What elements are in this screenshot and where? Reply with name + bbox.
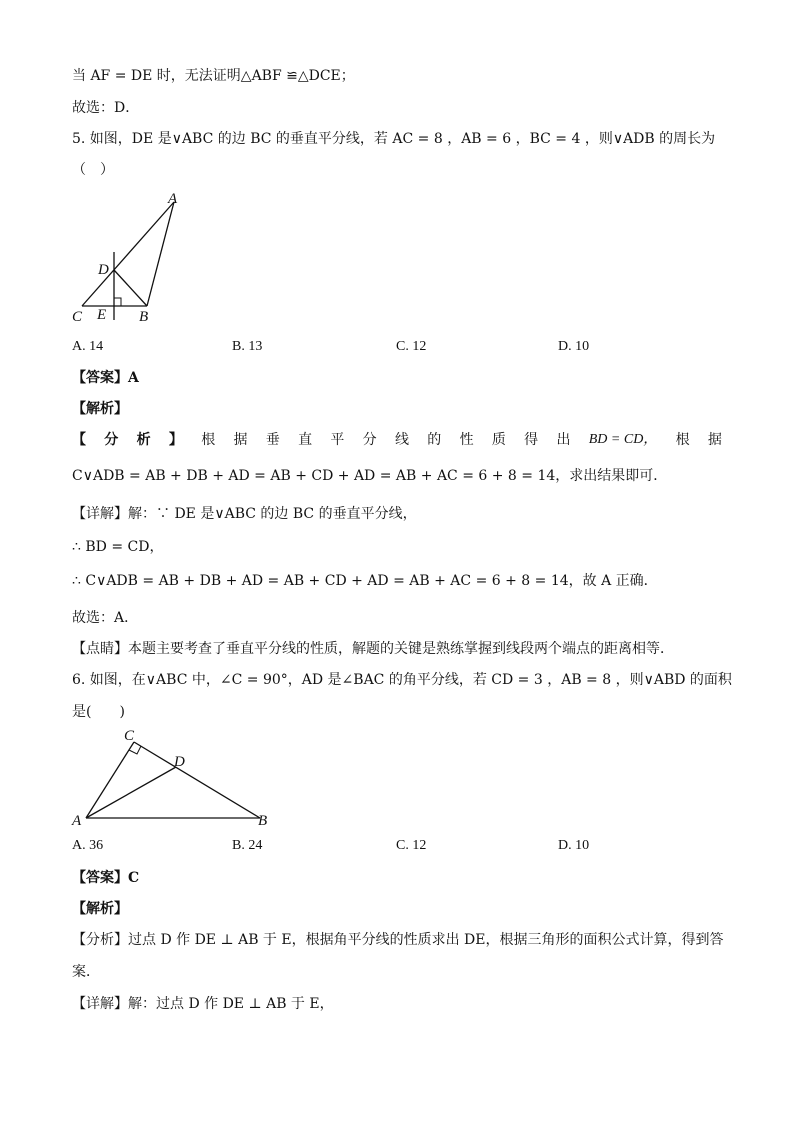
- label-d: D: [174, 754, 185, 770]
- q5-detail-1: 【详解】解：∵ DE 是∨ABC 的边 BC 的垂直平分线，: [72, 506, 417, 522]
- q5-answer: 【答案】A: [72, 370, 139, 386]
- f5-15: 出: [556, 432, 571, 448]
- line-choose-d: 故选：D．: [72, 100, 140, 116]
- f5-7: 直: [298, 432, 313, 448]
- question-5-paren: （ ）: [72, 162, 114, 178]
- segment-ac: [86, 742, 134, 818]
- f5-17: 根: [675, 432, 690, 448]
- q6-option-c: C. 12: [396, 838, 427, 853]
- q6-answer: 【答案】C: [72, 870, 140, 886]
- f5-14: 得: [524, 432, 539, 448]
- f5-9: 分: [362, 432, 377, 448]
- q5-option-d: D. 10: [558, 339, 590, 354]
- segment-ad: [86, 767, 176, 818]
- q5-option-a: A. 14: [72, 339, 104, 354]
- f5-0: 【: [72, 432, 86, 448]
- f5-10: 线: [394, 432, 409, 448]
- question-5: 5. 如图，DE 是∨ABC 的边 BC 的垂直平分线，若 AC = 8 ，AB = 6 ，BC = 4 ，则∨ADB 的周长为: [72, 131, 716, 147]
- q5-option-b: B. 13: [232, 339, 263, 354]
- q6-option-d: D. 10: [558, 838, 590, 853]
- f5-18: 据: [707, 432, 722, 448]
- f5-3: 】: [168, 432, 183, 448]
- q5-analysis-formula: C∨ADB = AB + DB + AD = AB + CD + AD = AB + AC = 6 + 8 = 14，求出结果即可．: [72, 468, 668, 484]
- label-d: D: [98, 262, 109, 278]
- q6-detail-1: 【详解】解：过点 D 作 DE ⊥ AB 于 E，: [72, 996, 334, 1012]
- label-c: C: [124, 728, 135, 744]
- label-a: A: [72, 813, 82, 829]
- q5-detail-2: ∴ BD = CD，: [72, 539, 164, 555]
- q5-analysis-justified: [72, 430, 722, 450]
- f5-6: 垂: [265, 432, 280, 448]
- q5-comment: 【点睛】本题主要考查了垂直平分线的性质，解题的关键是熟练掌握到线段两个端点的距离相等．: [72, 641, 674, 657]
- figure-6-triangle: [64, 722, 284, 832]
- q5-analysis-heading: 【解析】: [72, 401, 128, 417]
- figure-5-triangle: [64, 188, 264, 328]
- f5-13: 质: [491, 432, 506, 448]
- q6-option-a: A. 36: [72, 838, 104, 853]
- label-c: C: [72, 309, 83, 325]
- right-angle-mark: [114, 298, 121, 306]
- question-6-paren: 是( ): [72, 704, 125, 720]
- q6-analysis-heading: 【解析】: [72, 901, 128, 917]
- f5-1: 分: [104, 432, 119, 448]
- q5-detail-4: 故选：A．: [72, 610, 139, 626]
- label-b: B: [258, 813, 268, 829]
- f5-11: 的: [427, 432, 442, 448]
- line-conclusion: 当 AF = DE 时，无法证明△ABF ≌△DCE；: [72, 68, 355, 84]
- q6-analysis-2: 案．: [72, 964, 100, 980]
- label-a: A: [168, 191, 178, 207]
- f5-5: 据: [233, 432, 248, 448]
- q6-analysis-1: 【分析】过点 D 作 DE ⊥ AB 于 E，根据角平分线的性质求出 DE，根据三角形的面积公式计算，得到答: [72, 932, 724, 948]
- q5-detail-3: ∴ C∨ADB = AB + DB + AD = AB + CD + AD = AB + AC = 6 + 8 = 14，故 A 正确．: [72, 573, 658, 589]
- question-6: 6. 如图，在∨ABC 中，∠C = 90°，AD 是∠BAC 的角平分线，若 CD = 3 ，AB = 8 ，则∨ABD 的面积: [72, 672, 732, 688]
- f5-2: 析: [136, 432, 151, 448]
- segment-db: [114, 270, 147, 306]
- q5-option-c: C. 12: [396, 339, 427, 354]
- f5-4: 根: [201, 432, 216, 448]
- q6-option-b: B. 24: [232, 838, 263, 853]
- f5-16: BD = CD，: [588, 432, 658, 447]
- label-b: B: [139, 309, 149, 325]
- f5-8: 平: [330, 432, 345, 448]
- f5-12: 性: [459, 432, 474, 448]
- label-e: E: [97, 307, 107, 323]
